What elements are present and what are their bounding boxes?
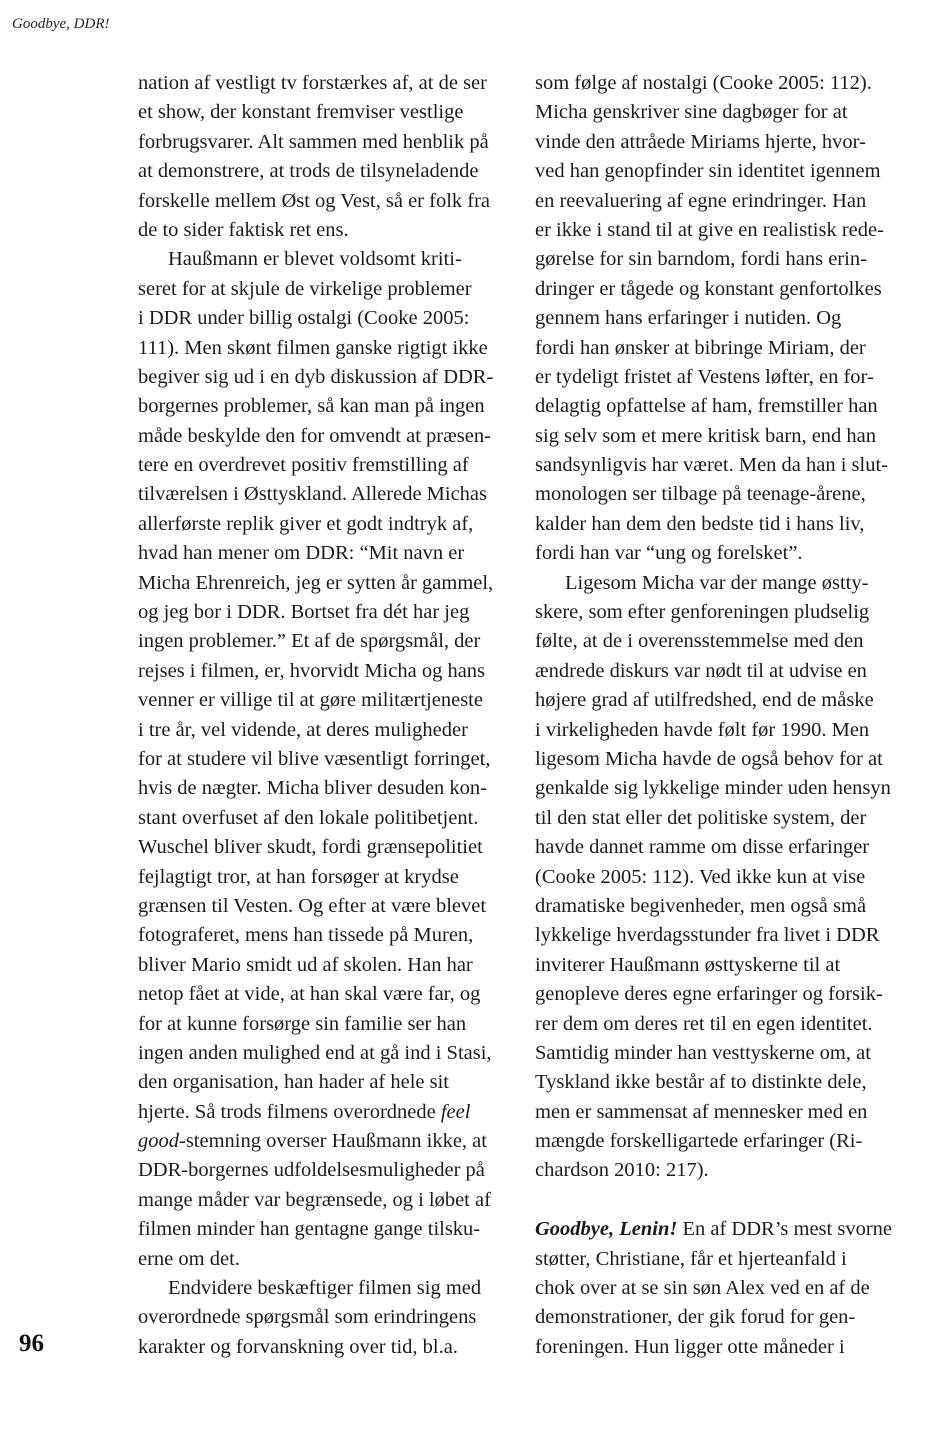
section-heading: Goodbye, Lenin! (535, 1218, 678, 1241)
text-line: et show, der konstant fremviser vestlige (138, 101, 464, 124)
text-line: demonstrationer, der gik forud for gen- (535, 1306, 856, 1329)
text-line: fordi han ønsker at bibringe Miriam, der (535, 336, 866, 359)
text-line: genkalde sig lykkelige minder uden hensyn (535, 777, 891, 800)
text-line: skere, som efter genforeningen pludselig (535, 601, 870, 624)
text-line: Micha genskriver sine dagbøger for at (535, 101, 848, 124)
text-line: er tydeligt fristet af Vestens løfter, en for- (535, 365, 874, 388)
text-line: karakter og forvanskning over tid, bl.a. (138, 1335, 458, 1358)
text-line: overordnede spørgsmål som erindringens (138, 1306, 477, 1329)
text-line: hvad han mener om DDR: “Mit navn er (138, 542, 465, 565)
text-line: grænsen til Vesten. Og efter at være blevet (138, 894, 487, 917)
text-line: filmen minder han gentagne gange tilsku- (138, 1218, 481, 1241)
text-line: (Cooke 2005: 112). Ved ikke kun at vise (535, 865, 866, 888)
text-line: foreningen. Hun ligger otte måneder i (535, 1335, 845, 1358)
text-line: vinde den attråede Miriams hjerte, hvor- (535, 130, 866, 153)
text-line: hvis de nægter. Micha bliver desuden kon- (138, 777, 488, 800)
text-line: mængde forskelligartede erfaringer (Ri- (535, 1130, 863, 1153)
paragraph-start-line: Endvidere beskæftiger filmen sig med (168, 1277, 482, 1300)
text-line: måde beskylde den for omvendt at præsen- (138, 424, 491, 447)
paragraph-start-line: Ligesom Micha var der mange østty- (565, 571, 869, 594)
text-segment: -stemning overser Haußmann ikke, at (179, 1130, 487, 1153)
text-line: fejlagtigt tror, at han forsøger at krydse (138, 865, 459, 888)
text-line: ingen anden mulighed end at gå ind i Stasi, (138, 1041, 492, 1064)
text-line: tere en overdrevet positiv fremstilling af (138, 454, 469, 477)
text-line: følte, at de i overensstemmelse med den (535, 630, 864, 653)
text-line: mange måder var begrænsede, og i løbet af (138, 1188, 491, 1211)
text-line: i DDR under billig ostalgi (Cooke 2005: (138, 307, 470, 330)
text-line: en reevaluering af egne erindringer. Han (535, 189, 867, 212)
text-line: i tre år, vel vidende, at deres muligheder (138, 718, 468, 741)
text-line: begiver sig ud i en dyb diskussion af DDR- (138, 365, 494, 388)
text-line: ved han genopfinder sin identitet igennem (535, 160, 881, 183)
text-line: men er sammensat af mennesker med en (535, 1100, 868, 1123)
text-line: DDR-borgernes udfoldelsesmuligheder på (138, 1159, 485, 1182)
text-line: monologen ser tilbage på teenage-årene, (535, 483, 866, 506)
text-line: allerførste replik giver et godt indtryk af, (138, 512, 474, 535)
text-line: chardson 2010: 217). (535, 1159, 709, 1182)
text-line: ændrede diskurs var nødt til at udvise en (535, 659, 867, 682)
text-line: Tyskland ikke består af to distinkte dele, (535, 1071, 867, 1094)
text-line: for at kunne forsørge sin familie ser han (138, 1012, 467, 1035)
text-line: fordi han var “ung og forelsket”. (535, 542, 803, 565)
section-heading-line (535, 1215, 905, 1244)
text-line: dringer er tågede og konstant genfortolkes (535, 277, 882, 300)
text-line: stant overfuset af den lokale politibetjent. (138, 806, 479, 829)
text-line: for at studere vil blive væsentligt forringet, (138, 747, 491, 770)
text-line: at demonstrere, at trods de tilsyneladende (138, 160, 479, 183)
text-line-with-italic (138, 1098, 503, 1127)
text-line: som følge af nostalgi (Cooke 2005: 112). (535, 72, 872, 94)
text-line: fotograferet, mens han tissede på Muren, (138, 924, 474, 947)
text-line: chok over at se sin søn Alex ved en af de (535, 1277, 870, 1300)
text-line: Samtidig minder han vesttyskerne om, at (535, 1041, 871, 1064)
text-line: til den stat eller det politiske system, der (535, 806, 867, 829)
right-text-column (535, 69, 905, 1362)
text-line: bliver Mario smidt ud af skolen. Han har (138, 953, 473, 976)
text-line: borgernes problemer, så kan man på ingen (138, 395, 485, 418)
left-text-column (138, 69, 503, 1362)
section-gap (535, 1186, 905, 1215)
text-line: rer dem om deres ret til en egen identitet. (535, 1012, 873, 1035)
text-line: er ikke i stand til at give en realistisk rede- (535, 218, 884, 241)
text-line: netop fået at vide, at han skal være far, og (138, 983, 481, 1006)
text-line: dramatiske begivenheder, men også små (535, 894, 867, 917)
text-line: højere grad af utilfredshed, end de måske (535, 689, 874, 712)
text-line: de to sider faktisk ret ens. (138, 218, 349, 241)
text-segment: En af DDR’s mest svorne (682, 1218, 893, 1241)
text-line: inviterer Haußmann østtyskerne til at (535, 953, 841, 976)
text-line: 111). Men skønt filmen ganske rigtigt ikke (138, 336, 488, 359)
text-line: havde dannet ramme om disse erfaringer (535, 836, 870, 859)
text-line-with-italic (138, 1127, 503, 1156)
text-line: støtter, Christiane, får et hjerteanfald i (535, 1247, 847, 1270)
text-line: lykkelige hverdagsstunder fra livet i DDR (535, 924, 880, 947)
text-line: delagtig opfattelse af ham, fremstiller han (535, 395, 878, 418)
text-line: erne om det. (138, 1247, 240, 1270)
text-line: gørelse for sin barndom, fordi hans erin- (535, 248, 867, 271)
text-line: tilværelsen i Østtyskland. Allerede Michas (138, 483, 488, 506)
text-segment: hjerte. Så trods filmens overordnede (138, 1100, 436, 1123)
text-line: ingen problemer.” Et af de spørgsmål, der (138, 630, 481, 653)
text-line: forbrugsvarer. Alt sammen med henblik på (138, 130, 489, 153)
text-line: forskelle mellem Øst og Vest, så er folk fra (138, 189, 491, 212)
text-line: sig selv som et mere kritisk barn, end han (535, 424, 877, 447)
italic-term: good (138, 1130, 179, 1153)
text-line: genopleve deres egne erfaringer og forsik- (535, 983, 883, 1006)
text-line: Wuschel bliver skudt, fordi grænsepolitiet (138, 836, 483, 859)
paragraph-start-line: Haußmann er blevet voldsomt kriti- (168, 248, 462, 271)
text-line: og jeg bor i DDR. Bortset fra dét har jeg (138, 601, 470, 624)
text-line: venner er villige til at gøre militærtjeneste (138, 689, 483, 712)
text-line: ligesom Micha havde de også behov for at (535, 747, 883, 770)
text-line: seret for at skjule de virkelige problemer (138, 277, 472, 300)
text-line: den organisation, han hader af hele sit (138, 1071, 450, 1094)
text-line: rejses i filmen, er, hvorvidt Micha og hans (138, 659, 486, 682)
text-line: nation af vestligt tv forstærkes af, at de ser (138, 72, 487, 94)
page-number: 96 (19, 1330, 44, 1357)
running-header: Goodbye, DDR! (12, 16, 110, 32)
text-line: kalder han dem den bedste tid i hans liv, (535, 512, 865, 535)
italic-term: feel (440, 1100, 471, 1123)
text-line: i virkeligheden havde følt før 1990. Men (535, 718, 870, 741)
text-line: sandsynligvis har været. Men da han i slut- (535, 454, 889, 477)
text-line: Micha Ehrenreich, jeg er sytten år gammel, (138, 571, 494, 594)
text-line: gennem hans erfaringer i nutiden. Og (535, 307, 842, 330)
